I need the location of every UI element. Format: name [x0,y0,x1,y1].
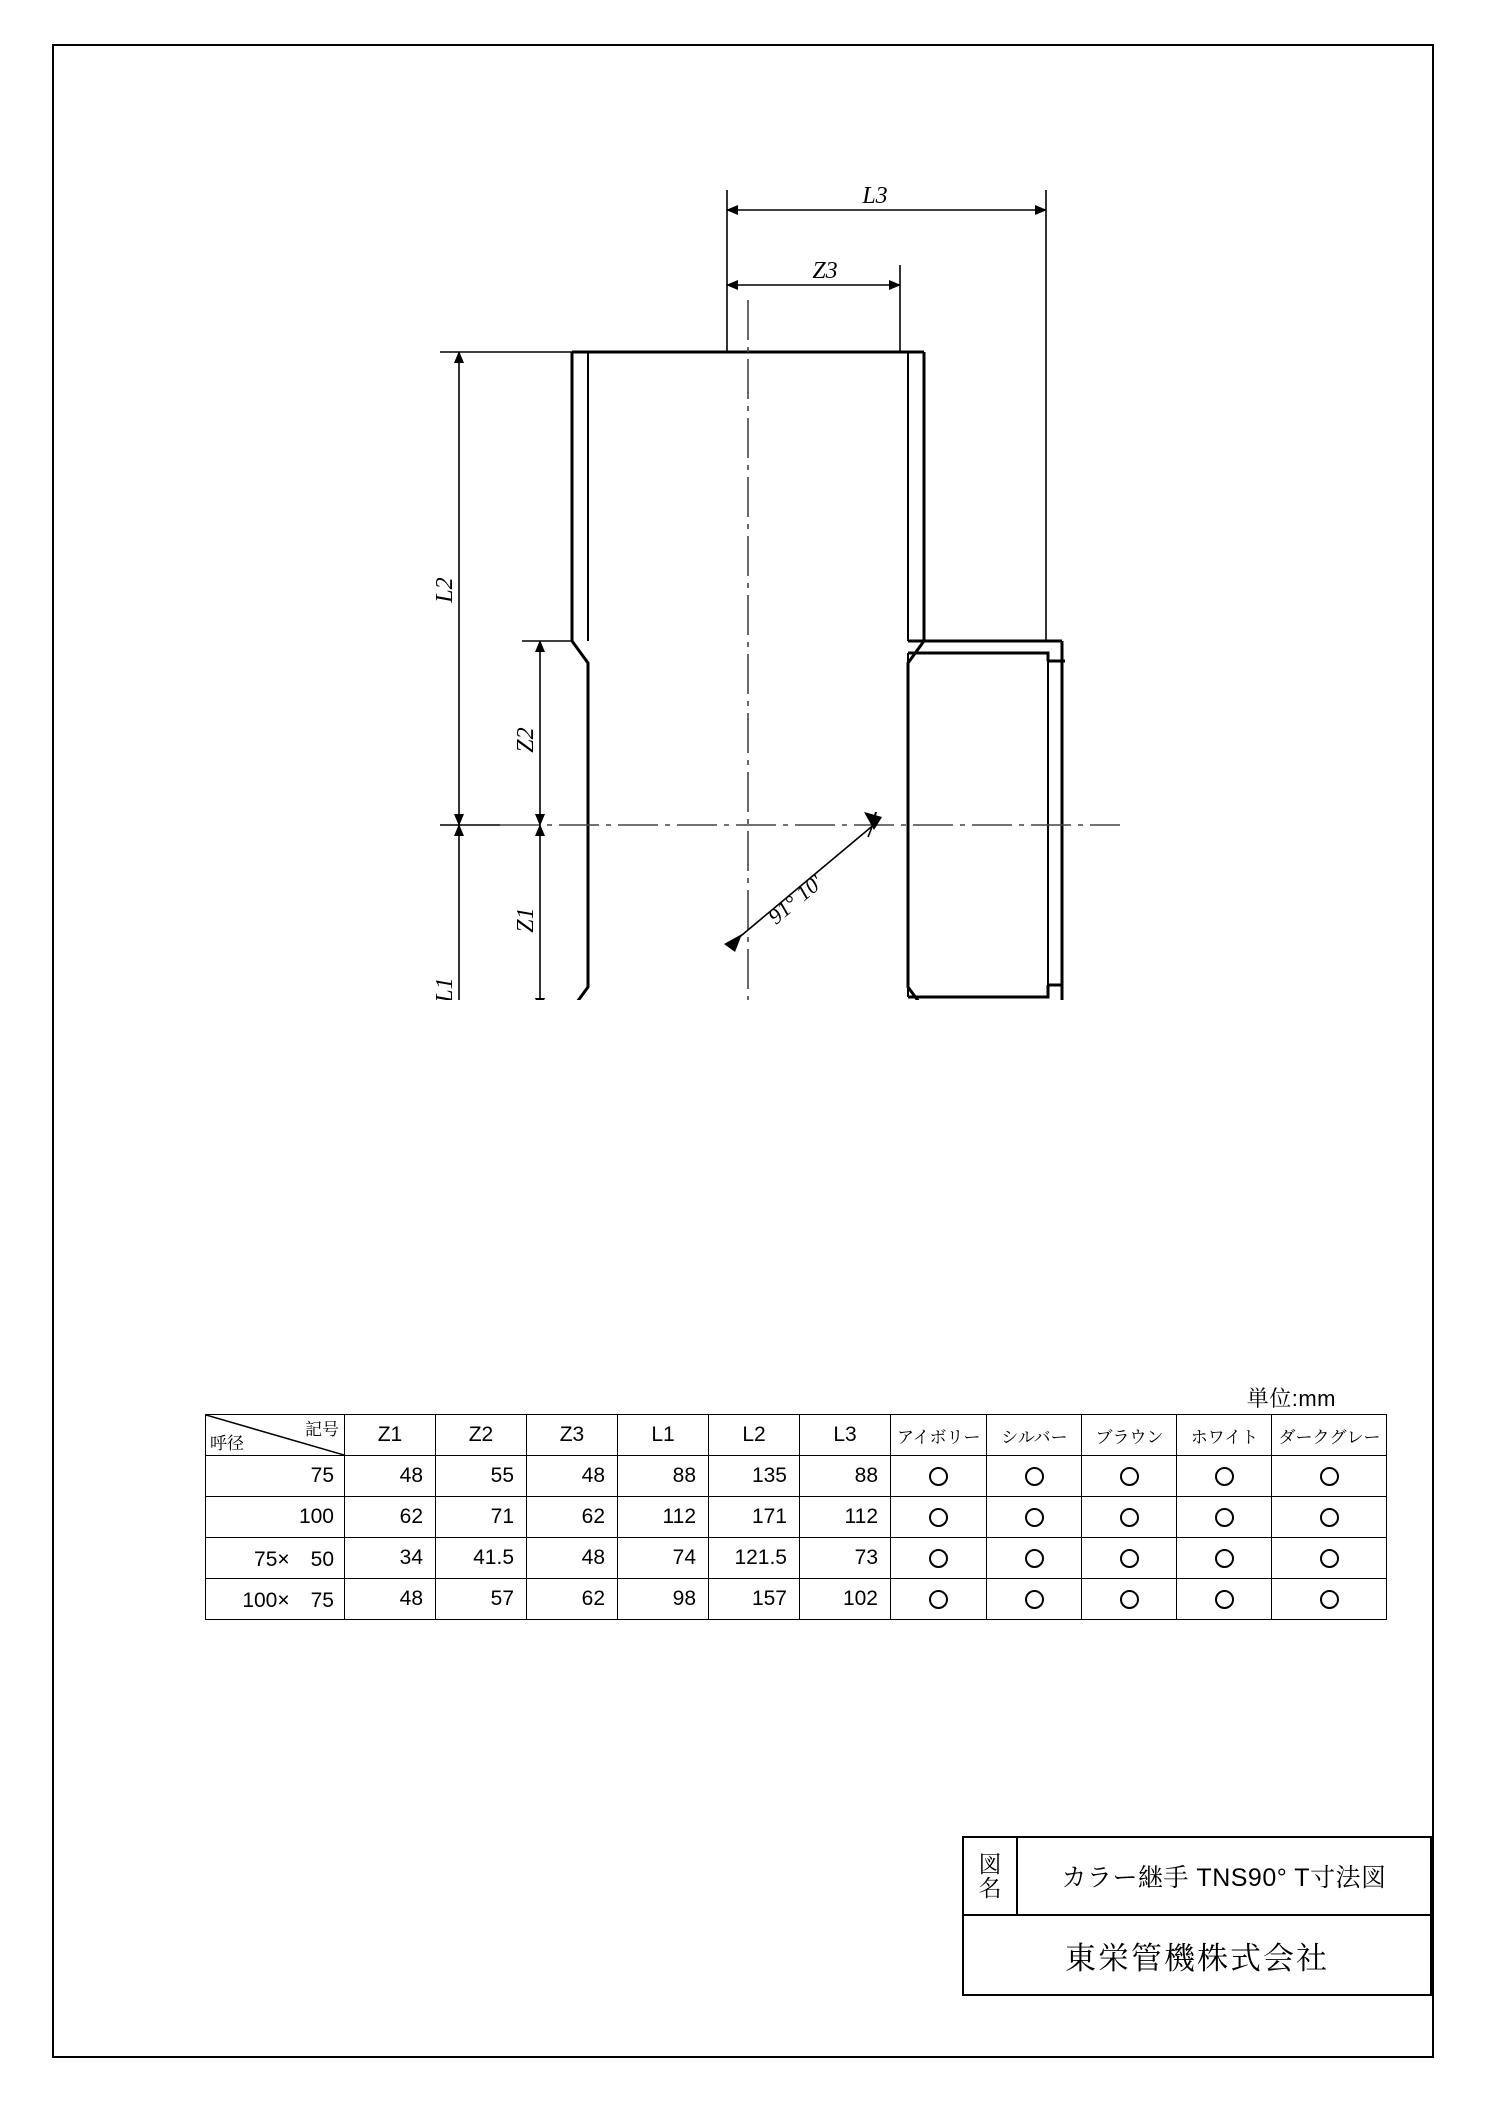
table-row [206,1579,1387,1620]
cell-color-silver [987,1497,1082,1538]
tee-fitting-drawing [0,0,1488,1000]
cell-color-silver [987,1538,1082,1579]
dim-label-L3: L3 [862,183,888,209]
cell-color-ivory [891,1456,987,1497]
table-header-row [206,1415,1387,1456]
dim-label-Z1: Z1 [513,907,539,933]
circle-mark-icon [929,1549,948,1568]
circle-mark-icon [1320,1549,1339,1568]
tee-fitting-svg [0,0,1488,1000]
circle-mark-icon [929,1590,948,1609]
cell-z2: 57 [436,1579,527,1620]
angle-label: 91° 10' [763,869,828,930]
col-header-l1: L1 [618,1415,709,1456]
dim-label-Z3: Z3 [812,258,838,284]
col-header-z3: Z3 [527,1415,618,1456]
cell-z1: 62 [345,1497,436,1538]
cell-l1: 88 [618,1456,709,1497]
cell-z3: 62 [527,1579,618,1620]
col-header-color-white: ホワイト [1177,1415,1272,1456]
circle-mark-icon [1215,1467,1234,1486]
cell-color-ivory [891,1497,987,1538]
row-size: 75 [206,1456,345,1497]
title-block-label-line2: 名 [978,1875,1002,1901]
title-block-label-line1: 図 [978,1850,1002,1877]
cell-l2: 121.5 [709,1538,800,1579]
circle-mark-icon [1025,1467,1044,1486]
circle-mark-icon [1320,1590,1339,1609]
circle-mark-icon [1215,1549,1234,1568]
cell-color-silver [987,1456,1082,1497]
row-size: 100× 75 [206,1579,345,1620]
cell-z2: 71 [436,1497,527,1538]
drawing-title: カラー継手 TNS90° T寸法図 [1061,1864,1387,1892]
circle-mark-icon [1025,1549,1044,1568]
dimension-table [205,1414,1387,1620]
cell-color-darkgray [1272,1456,1387,1497]
circle-mark-icon [1120,1467,1139,1486]
row-size: 100 [206,1497,345,1538]
col-header-z1: Z1 [345,1415,436,1456]
cell-l2: 135 [709,1456,800,1497]
dim-label-L2: L2 [432,577,458,603]
cell-z3: 62 [527,1497,618,1538]
row-size: 75× 50 [206,1538,345,1579]
title-block [962,1836,1432,1996]
cell-color-brown [1082,1538,1177,1579]
cell-l3: 88 [800,1456,891,1497]
cell-l1: 98 [618,1579,709,1620]
company-name: 東栄管機株式会社 [1065,1940,1329,1976]
cell-color-brown [1082,1497,1177,1538]
cell-l1: 112 [618,1497,709,1538]
cell-l3: 112 [800,1497,891,1538]
cell-color-silver [987,1579,1082,1620]
circle-mark-icon [929,1508,948,1527]
symbol-header-label: 記号 [305,1420,339,1439]
cell-z3: 48 [527,1456,618,1497]
circle-mark-icon [1120,1508,1139,1527]
table-row [206,1456,1387,1497]
size-header-label: 呼径 [210,1434,244,1453]
cell-color-darkgray [1272,1579,1387,1620]
circle-mark-icon [1320,1508,1339,1527]
cell-z1: 34 [345,1538,436,1579]
col-header-l3: L3 [800,1415,891,1456]
cell-color-white [1177,1538,1272,1579]
col-header-color-brown: ブラウン [1082,1415,1177,1456]
cell-l3: 73 [800,1538,891,1579]
dim-label-Z2: Z2 [513,727,539,753]
circle-mark-icon [1120,1549,1139,1568]
cell-color-white [1177,1579,1272,1620]
cell-l1: 74 [618,1538,709,1579]
cell-z1: 48 [345,1579,436,1620]
col-header-z2: Z2 [436,1415,527,1456]
circle-mark-icon [1320,1467,1339,1486]
col-header-color-ivory: アイボリー [891,1415,987,1456]
table-row [206,1538,1387,1579]
cell-color-white [1177,1497,1272,1538]
title-block-row-title [964,1838,1430,1916]
cell-color-brown [1082,1579,1177,1620]
col-header-l2: L2 [709,1415,800,1456]
table-row [206,1497,1387,1538]
cell-color-ivory [891,1538,987,1579]
cell-z2: 41.5 [436,1538,527,1579]
cell-color-darkgray [1272,1497,1387,1538]
col-header-color-darkgray: ダークグレー [1272,1415,1387,1456]
circle-mark-icon [1120,1590,1139,1609]
cell-color-darkgray [1272,1538,1387,1579]
cell-l2: 157 [709,1579,800,1620]
cell-l2: 171 [709,1497,800,1538]
circle-mark-icon [1215,1590,1234,1609]
col-header-color-silver: シルバー [987,1415,1082,1456]
title-block-label [964,1838,1018,1914]
cell-z2: 55 [436,1456,527,1497]
cell-color-brown [1082,1456,1177,1497]
circle-mark-icon [1215,1508,1234,1527]
cell-z3: 48 [527,1538,618,1579]
cell-l3: 102 [800,1579,891,1620]
cell-z1: 48 [345,1456,436,1497]
cell-color-ivory [891,1579,987,1620]
units-note: 単位:mm [1246,1386,1336,1411]
dim-label-L1: L1 [432,977,458,1000]
circle-mark-icon [1025,1590,1044,1609]
table-corner-header [206,1415,345,1456]
cell-color-white [1177,1456,1272,1497]
circle-mark-icon [929,1467,948,1486]
circle-mark-icon [1025,1508,1044,1527]
